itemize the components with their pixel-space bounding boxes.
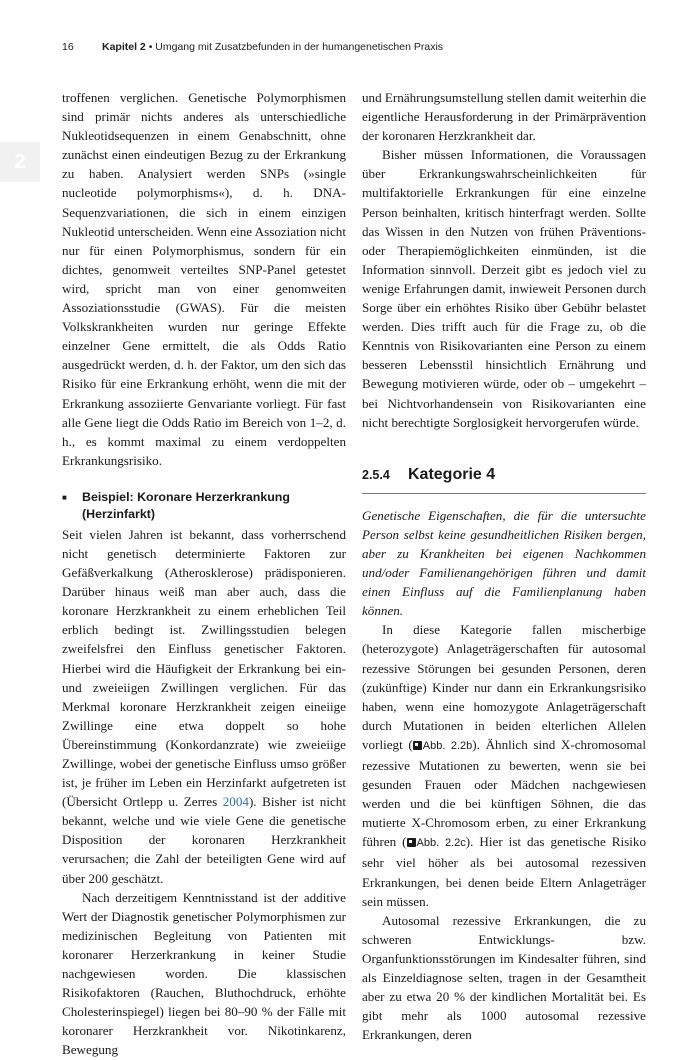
chapter-title: Umgang mit Zusatzbefunden in der humangenetischen Praxis: [155, 41, 444, 53]
chapter-label: Kapitel 2: [102, 41, 146, 53]
left-paragraph-2-text: Seit vielen Jahren ist bekannt, dass vorherrschend nicht genetisch determinierte Faktoren zur Gefäßverkalkung (Atherosklerose) prädisponieren. Darüber hinaus weiß man aber auch, dass die koronare Herzkrankheit zu einem erheblichen Teil erblich bedingt ist. Zwillingsstudien belegen zweifelsfrei den Einfluss genetischer Faktoren. Hierbei wird die Häufigkeit der Erkrankung bei ein- und zweieiigen Zwillingen verglichen. Für das Merkmal koronare Herzkrankheit zeigen eineiige Zwillinge eine etwa doppelt so hohe Übereinstimmung (Konkordanzrate) wie zweieiige Zwillinge, wobei der genetische Einfluss umso größer ist, je früher im Leben ein Herzinfarkt aufgetreten ist (Übersicht Ortlepp u. Zerres: [62, 526, 346, 810]
citation-link-2004[interactable]: 2004: [222, 794, 249, 810]
right-paragraph-1: und Ernährungsumstellung stellen damit weiterhin die eigentliche Herausforderung in der Primärprävention der koronaren Herzkrankheit dar.: [362, 90, 647, 144]
right-paragraph-4: Autosomal rezessive Erkrankungen, die zu schweren Entwicklungs- bzw. Organfunktionsstörungen im Kindesalter führen, sind als Einzeldiagnose selten, tragen in der Gesamtheit aber zu etwa 20 % der kindlichen Mortalität bei. Es gibt mehr als 1000 autosomal rezessive Erkrankungen, deren: [362, 912, 646, 1043]
left-paragraph-2-text-end: ). Bisher ist nicht bekannt, welche und wie viele Gene die genetische Disposition der koronaren Herzkrankheit verursachen; die Zahl der beteiligten Gene wird auf über 200 geschätzt.: [62, 794, 346, 886]
example-title: Beispiel: Koronare Herzerkrankung (Herzinfarkt): [82, 489, 290, 522]
section-heading: [362, 465, 646, 494]
right-paragraph-3-text: In diese Kategorie fallen mischerbige (heterozygote) Anlageträgerschaften für autosomal rezessive Störungen bei gesunden Personen, deren (zukünftige) Kinder nur dann ein Erkrankungsrisiko haben, wenn eine homozygote Anlageträgerschaft durch Mutationen in beiden elterlichen Allelen vorliegt (: [362, 622, 646, 752]
right-column: [362, 88, 646, 1044]
page-number: 16: [62, 41, 74, 53]
chapter-tab: 2: [0, 142, 40, 182]
right-paragraph-3-text-mid: ). Ähnlich sind X-chromosomal rezessive Mutationen zu bewerten, wenn sie bei gesunden Frauen oder Mädchen nachgewiesen werden und die bei künftigen Söhnen, die das mutierte X-Chromosom erben, zu einer Erkrankung führen (: [362, 736, 647, 850]
figure-ref-2-2c[interactable]: Abb. 2.2c: [416, 837, 466, 850]
running-header: [62, 41, 443, 53]
left-paragraph-3: Nach derzeitigem Kenntnisstand ist der additive Wert der Diagnostik genetischer Polymorphismen zur medizinischen Begleitung von Patienten mit koronarer Herzerkrankung in keiner Studie nachgewiesen worden. Die klassischen Risikofaktoren (Rauchen, Bluthochdruck, erhöhte Cholesterinspiegel) liegen bei 80–90 % der Fälle mit koronarer Herzkrankheit vor. Nikotinkarenz, Bewegung: [62, 889, 346, 1058]
figure-link-icon: [413, 741, 422, 750]
figure-ref-2-2b[interactable]: Abb. 2.2b: [422, 739, 473, 752]
left-paragraph-1: troffenen verglichen. Genetische Polymorphismen sind primär nichts anderes als unterschiedliche Nukleotidsequenzen in einem Genabschnitt, ohne zunächst einen eindeutigen Bezug zu der Erkrankung zu haben. Analysiert werden SNPs (»single nucleotide polymorphisms«), d. h. DNA-Sequenzvariationen, die sich in einem einzigen Nukleotid unterscheiden. Wenn eine Assoziation nicht nur für einen Polymorphismus, sondern für ein dichtes, genomweit verteiltes SNP-Panel getestet wird, spricht man von einer genomweiten Assoziationsstudie (GWAS). Für die meisten Volkskrankheiten wurden nur geringe Effekte einzelner Gene ermittelt, die als Odds Ratio ausgedrückt werden, d. h. der Faktor, um den sich das Risiko für eine Erkrankung erhöht, wenn die mit der Erkrankung assoziierte Genvariante vorliegt. Für fast alle Gene liegt die Odds Ratio im Bereich von 1–2, d. h., es kommt maximal zu einem verdoppelten Erkrankungsrisiko.: [62, 90, 346, 468]
section-number: 2.5.4: [362, 467, 390, 482]
figure-link-icon: [407, 838, 416, 847]
header-bullet: •: [148, 41, 153, 53]
example-heading: [62, 489, 346, 524]
section-title: Kategorie 4: [408, 465, 496, 483]
right-paragraph-2: Bisher müssen Informationen, die Voraussagen über Erkrankungswahrscheinlichkeiten für multifaktorielle Erkrankungen für eine einzelne Person beinhalten, kritisch hinterfragt werden. Sollte das Wissen in den Nutzen von frühen Präventions- oder Therapiemöglichkeiten einmünden, ist die Information sinnvoll. Derzeit gibt es jedoch viel zu wenige Erfahrungen damit, inwieweit Personen durch Sorge über ein erhöhtes Risiko über Gebühr belastet werden. Dies trifft auch für die Frage zu, ob die Kenntnis von Risikovarianten eine Person zu einem besseren Lebensstil hinsichtlich Ernährung und Bewegung motivieren würde, oder ob – umgekehrt – bei Nichtvorhandensein von Risikovarianten eine nicht berechtigte Sorglosigkeit hervorgerufen würde.: [362, 147, 646, 430]
section-lead: Genetische Eigenschaften, die für die untersuchte Person selbst keine gesundheitlichen Risiken bergen, aber zu Krankheiten bei eigenen Nachkommen und/oder Familienangehörigen führen und damit einen Einfluss auf die Familienplanung haben können.: [362, 507, 646, 619]
left-paragraph-2: [62, 525, 346, 888]
left-column: [62, 88, 346, 1060]
right-paragraph-3: [362, 620, 646, 910]
right-paragraph-3-text-end: ). Hier ist das genetische Risiko sehr viel höher als bei autosomal rezessiven Erkrankungen, bei denen beide Eltern Anlageträger sein müssen.: [362, 834, 646, 909]
example-bullet-icon: ■: [62, 492, 67, 502]
